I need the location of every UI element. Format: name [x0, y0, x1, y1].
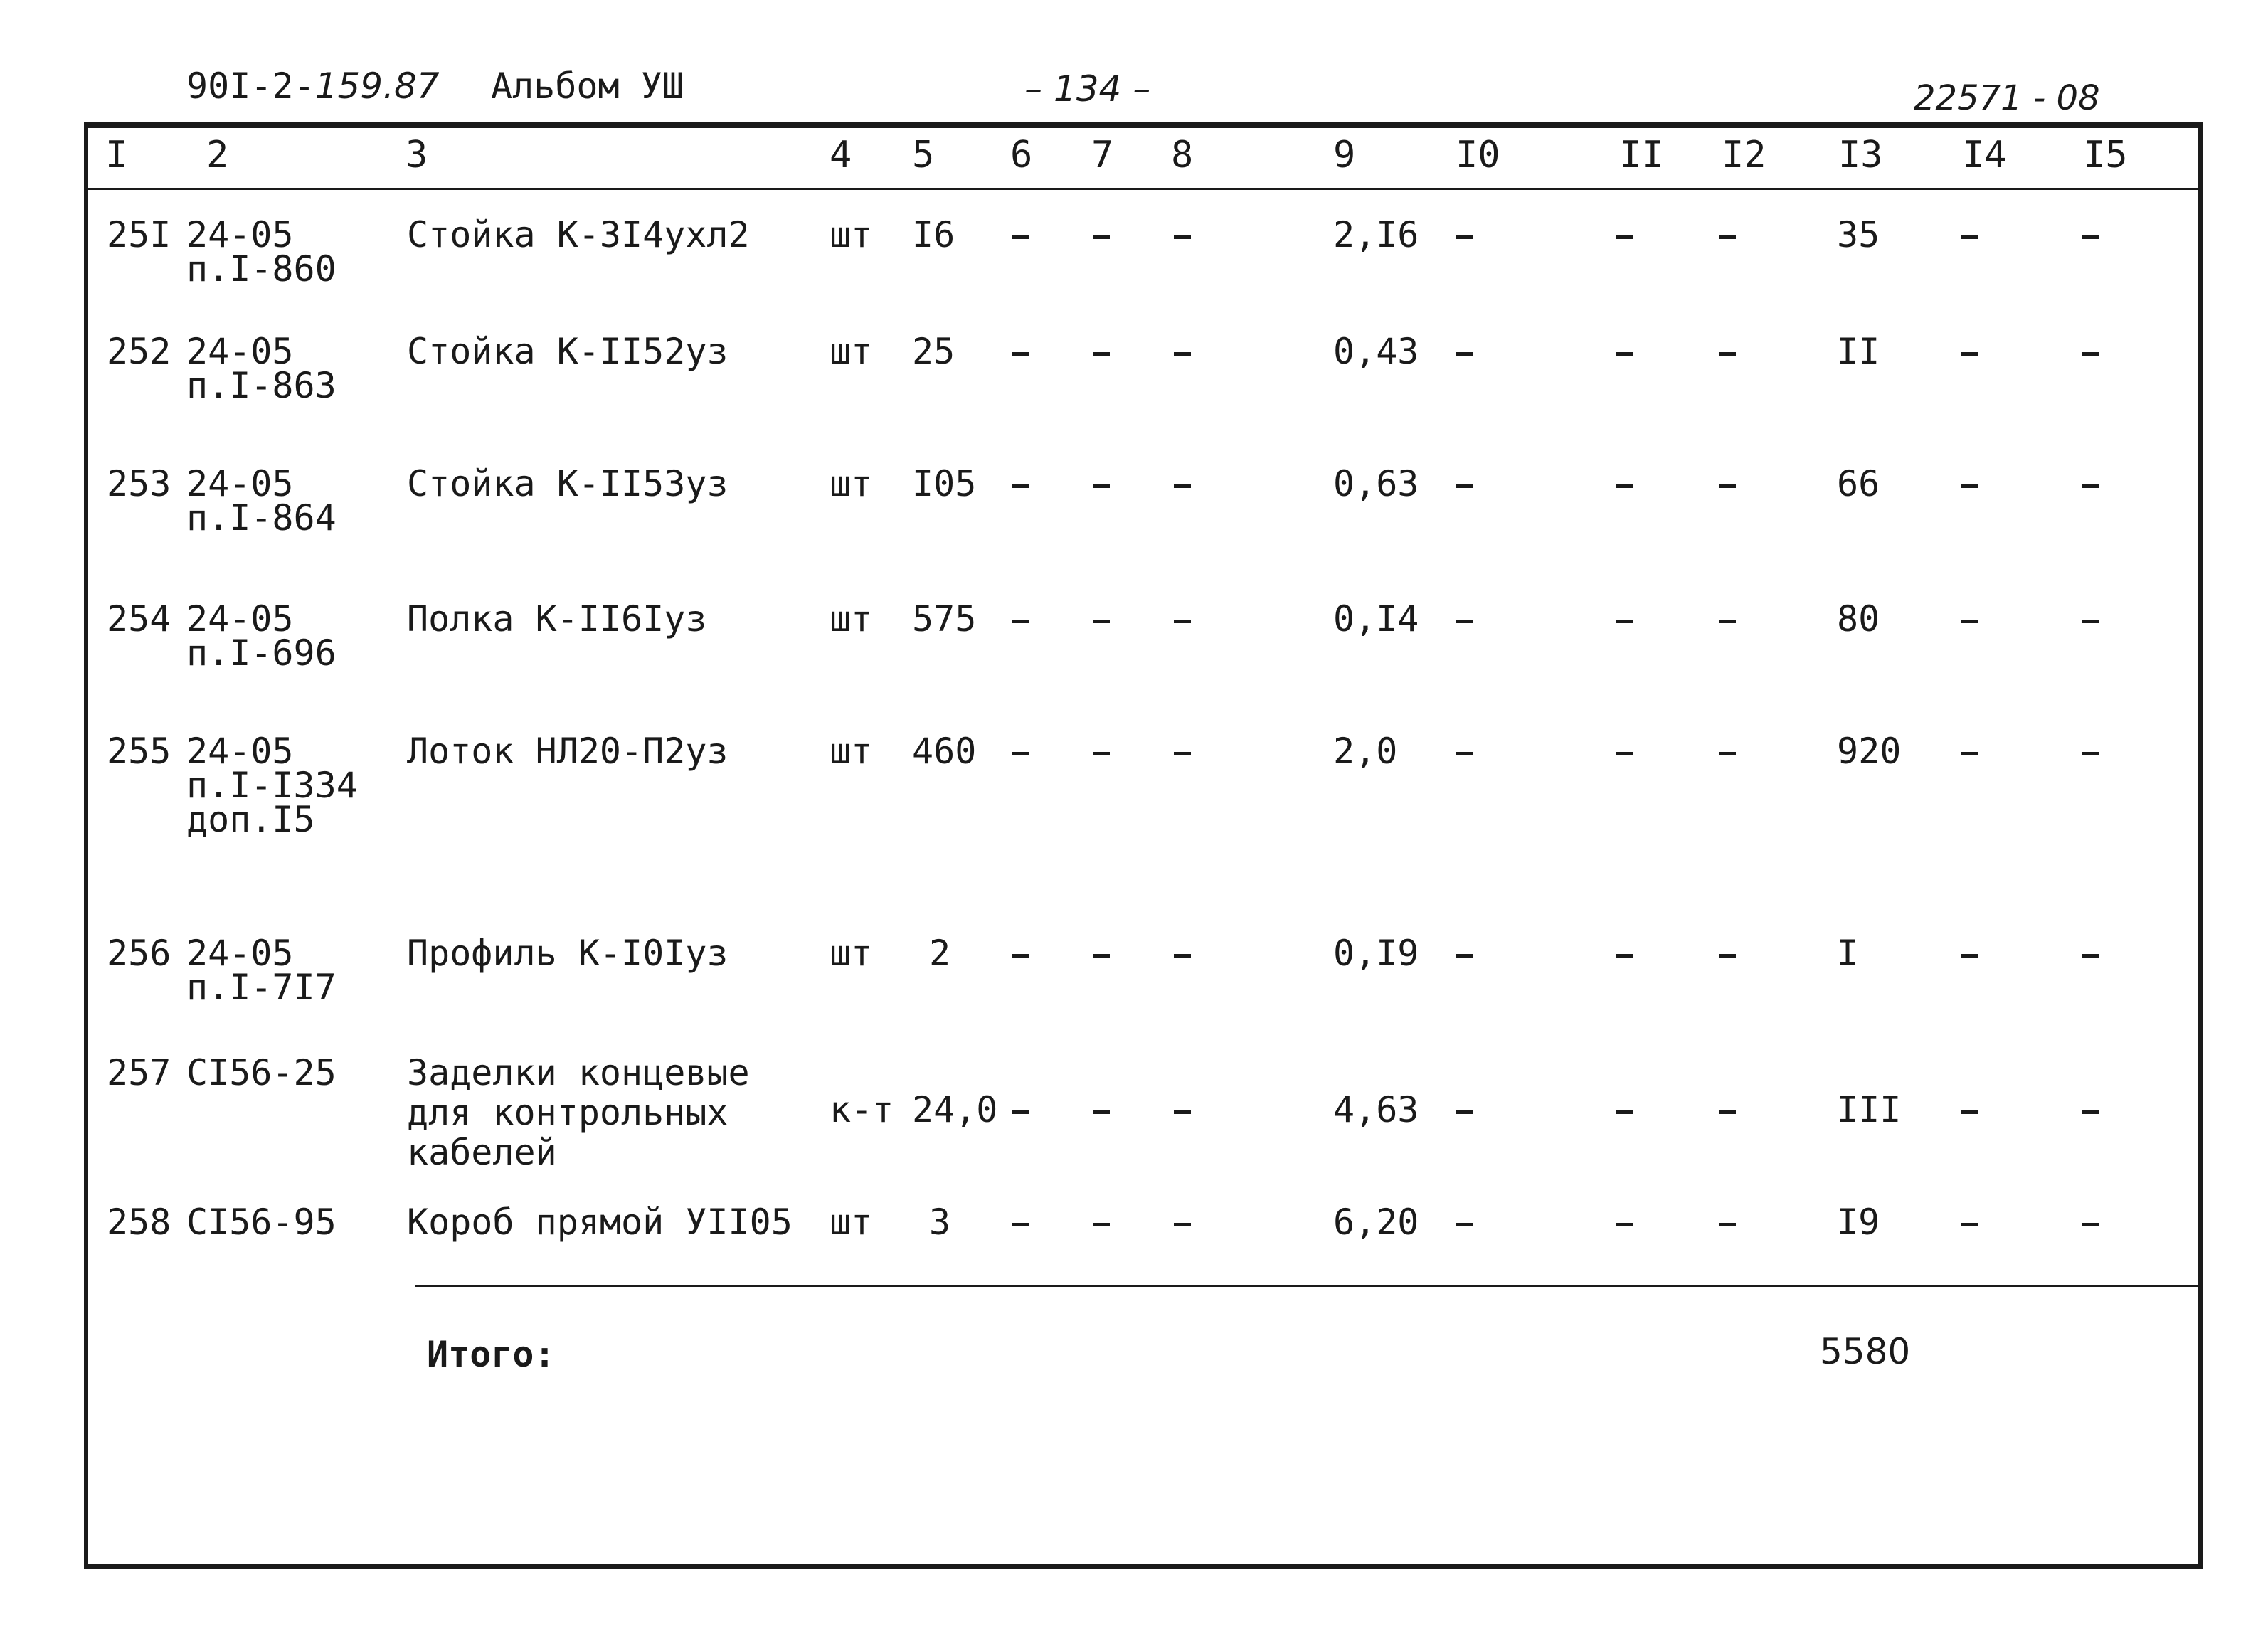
column-header-7: 7	[1091, 134, 1114, 176]
row-col6-dash	[1012, 1205, 1029, 1239]
row-col11-dash	[1616, 467, 1633, 501]
dash-mark	[1961, 1223, 1978, 1226]
row-unit: шт	[830, 598, 873, 640]
dash-mark	[1012, 954, 1029, 958]
total-separator	[415, 1285, 2201, 1287]
column-header-13: I3	[1838, 134, 1883, 176]
dash-mark	[2082, 620, 2099, 623]
document-code-typed: 90I-2-	[186, 65, 315, 107]
dash-mark	[1093, 1223, 1110, 1226]
dash-mark	[2082, 954, 2099, 958]
dash-mark	[1093, 352, 1110, 356]
column-header-6: 6	[1010, 134, 1033, 176]
row-col10-dash	[1456, 1205, 1473, 1239]
row-col10-dash	[1456, 734, 1473, 768]
row-reference-line: CI56-95	[186, 1202, 337, 1243]
dash-mark	[1174, 235, 1191, 239]
row-col11-dash	[1616, 1205, 1633, 1239]
row-col10-dash	[1456, 467, 1473, 501]
row-col13-value: 80	[1837, 598, 1880, 640]
row-mass: 0,63	[1333, 463, 1419, 504]
row-col6-dash	[1012, 936, 1029, 970]
total-label: Итого:	[427, 1334, 556, 1375]
row-col15-dash	[2082, 334, 2099, 368]
row-reference-line: CI56-25	[186, 1052, 337, 1093]
row-mass: 0,43	[1333, 331, 1419, 372]
column-header-2: 2	[206, 134, 229, 176]
row-number: 254	[107, 598, 171, 640]
column-header-3: 3	[406, 134, 428, 176]
dash-mark	[1012, 235, 1029, 239]
dash-mark	[1616, 954, 1633, 958]
row-quantity: 2	[929, 933, 951, 974]
row-reference-line: 24-05	[186, 933, 294, 974]
table-bottom-border	[84, 1564, 2203, 1569]
row-mass: 4,63	[1333, 1089, 1419, 1130]
dash-mark	[1616, 752, 1633, 755]
row-reference-line: 24-05	[186, 463, 294, 504]
row-col12-dash	[1719, 218, 1736, 252]
row-col8-dash	[1174, 334, 1191, 368]
column-header-5: 5	[912, 134, 935, 176]
dash-mark	[1961, 954, 1978, 958]
dash-mark	[1719, 484, 1736, 488]
row-col8-dash	[1174, 1205, 1191, 1239]
album-label: Альбом УШ	[491, 65, 684, 107]
dash-mark	[1174, 352, 1191, 356]
table-top-border	[84, 122, 2203, 128]
row-col7-dash	[1093, 602, 1110, 636]
row-col7-dash	[1093, 1093, 1110, 1127]
row-col12-dash	[1719, 334, 1736, 368]
row-unit: шт	[830, 933, 873, 974]
dash-mark	[1719, 1110, 1736, 1114]
row-col14-dash	[1961, 734, 1978, 768]
dash-mark	[1093, 954, 1110, 958]
row-number: 258	[107, 1202, 171, 1243]
row-col11-dash	[1616, 1093, 1633, 1127]
column-header-4: 4	[830, 134, 852, 176]
row-col12-dash	[1719, 1093, 1736, 1127]
total-value: 5580	[1820, 1331, 1911, 1372]
dash-mark	[2082, 1223, 2099, 1226]
dash-mark	[1456, 235, 1473, 239]
dash-mark	[1093, 752, 1110, 755]
row-quantity: 575	[912, 598, 977, 640]
row-col14-dash	[1961, 1205, 1978, 1239]
row-item-name-line: Заделки концевые	[407, 1052, 750, 1093]
row-col6-dash	[1012, 334, 1029, 368]
row-col11-dash	[1616, 334, 1633, 368]
row-item-name-line: Полка К-II6Iуз	[407, 598, 707, 640]
dash-mark	[1456, 620, 1473, 623]
row-reference-line: п.I-696	[186, 632, 337, 674]
row-col11-dash	[1616, 218, 1633, 252]
dash-mark	[1174, 1223, 1191, 1226]
row-col8-dash	[1174, 218, 1191, 252]
dash-mark	[1012, 1223, 1029, 1226]
row-number: 25I	[107, 214, 171, 255]
row-mass: 2,0	[1333, 731, 1398, 772]
dash-mark	[1093, 620, 1110, 623]
dash-mark	[1093, 1110, 1110, 1114]
column-header-12: I2	[1722, 134, 1766, 176]
row-col10-dash	[1456, 602, 1473, 636]
row-number: 256	[107, 933, 171, 974]
dash-mark	[2082, 352, 2099, 356]
row-quantity: 24,0	[912, 1089, 998, 1130]
column-header-11: II	[1619, 134, 1664, 176]
dash-mark	[2082, 484, 2099, 488]
dash-mark	[1719, 954, 1736, 958]
row-col15-dash	[2082, 936, 2099, 970]
dash-mark	[1616, 1223, 1633, 1226]
row-col12-dash	[1719, 734, 1736, 768]
row-col13-value: II	[1837, 331, 1880, 372]
row-reference-line: п.I-864	[186, 497, 337, 539]
row-col13-value: I	[1837, 933, 1859, 974]
row-col11-dash	[1616, 936, 1633, 970]
column-header-10: I0	[1456, 134, 1500, 176]
row-reference-line: 24-05	[186, 598, 294, 640]
row-mass: 0,I9	[1333, 933, 1419, 974]
dash-mark	[2082, 1110, 2099, 1114]
row-quantity: 460	[912, 731, 977, 772]
row-reference-line: п.I-863	[186, 365, 337, 406]
dash-mark	[1456, 1110, 1473, 1114]
row-col10-dash	[1456, 1093, 1473, 1127]
row-col7-dash	[1093, 1205, 1110, 1239]
row-col15-dash	[2082, 1093, 2099, 1127]
dash-mark	[1012, 352, 1029, 356]
row-col7-dash	[1093, 334, 1110, 368]
table-right-border	[2198, 122, 2203, 1569]
row-col6-dash	[1012, 1093, 1029, 1127]
row-col8-dash	[1174, 1093, 1191, 1127]
row-col7-dash	[1093, 936, 1110, 970]
row-unit: шт	[830, 331, 873, 372]
row-col14-dash	[1961, 334, 1978, 368]
row-mass: 0,I4	[1333, 598, 1419, 640]
dash-mark	[1012, 484, 1029, 488]
dash-mark	[1961, 620, 1978, 623]
row-reference-line: 24-05	[186, 731, 294, 772]
dash-mark	[1616, 352, 1633, 356]
row-col14-dash	[1961, 936, 1978, 970]
dash-mark	[1719, 752, 1736, 755]
inventory-number: 22571 - 08	[1914, 78, 2100, 118]
row-col12-dash	[1719, 936, 1736, 970]
row-col6-dash	[1012, 734, 1029, 768]
dash-mark	[1174, 752, 1191, 755]
row-number: 257	[107, 1052, 171, 1093]
dash-mark	[1719, 1223, 1736, 1226]
row-col14-dash	[1961, 1093, 1978, 1127]
dash-mark	[1174, 620, 1191, 623]
dash-mark	[2082, 752, 2099, 755]
row-col11-dash	[1616, 602, 1633, 636]
row-col6-dash	[1012, 218, 1029, 252]
row-mass: 6,20	[1333, 1202, 1419, 1243]
document-code-handwritten: 159.87	[314, 65, 440, 107]
column-header-8: 8	[1171, 134, 1194, 176]
row-col15-dash	[2082, 734, 2099, 768]
row-unit: шт	[830, 214, 873, 255]
dash-mark	[1456, 752, 1473, 755]
row-item-name-line: для контрольных	[407, 1092, 728, 1133]
row-mass: 2,I6	[1333, 214, 1419, 255]
row-col13-value: I9	[1837, 1202, 1880, 1243]
dash-mark	[1616, 1110, 1633, 1114]
row-col8-dash	[1174, 936, 1191, 970]
row-item-name-line: Короб прямой УII05	[407, 1202, 793, 1243]
row-col7-dash	[1093, 734, 1110, 768]
dash-mark	[1093, 484, 1110, 488]
row-item-name-line: кабелей	[407, 1132, 557, 1173]
page-number: – 134 –	[1024, 68, 1151, 110]
dash-mark	[1456, 954, 1473, 958]
row-col7-dash	[1093, 218, 1110, 252]
row-item-name-line: Профиль К-I0Iуз	[407, 933, 728, 974]
row-reference-line: доп.I5	[186, 799, 315, 840]
dash-mark	[1616, 484, 1633, 488]
row-quantity: I6	[912, 214, 955, 255]
dash-mark	[1012, 752, 1029, 755]
row-col10-dash	[1456, 936, 1473, 970]
dash-mark	[1961, 235, 1978, 239]
row-number: 253	[107, 463, 171, 504]
row-item-name-line: Стойка К-3I4ухл2	[407, 214, 750, 255]
row-col14-dash	[1961, 602, 1978, 636]
dash-mark	[1093, 235, 1110, 239]
dash-mark	[1174, 1110, 1191, 1114]
dash-mark	[1719, 620, 1736, 623]
row-unit: шт	[830, 1202, 873, 1243]
row-col15-dash	[2082, 1205, 2099, 1239]
row-col15-dash	[2082, 467, 2099, 501]
header-separator	[84, 188, 2203, 190]
dash-mark	[1616, 620, 1633, 623]
row-col12-dash	[1719, 1205, 1736, 1239]
row-reference-line: 24-05	[186, 214, 294, 255]
row-col13-value: 920	[1837, 731, 1902, 772]
dash-mark	[1719, 352, 1736, 356]
row-quantity: I05	[912, 463, 977, 504]
row-number: 255	[107, 731, 171, 772]
row-quantity: 3	[929, 1202, 951, 1243]
row-unit: шт	[830, 463, 873, 504]
row-col8-dash	[1174, 602, 1191, 636]
row-item-name-line: Лоток НЛ20-П2уз	[407, 731, 728, 772]
row-number: 252	[107, 331, 171, 372]
row-reference-line: 24-05	[186, 331, 294, 372]
row-col15-dash	[2082, 218, 2099, 252]
column-header-1: I	[105, 134, 128, 176]
row-col6-dash	[1012, 602, 1029, 636]
row-col13-value: III	[1837, 1089, 1902, 1130]
dash-mark	[1456, 1223, 1473, 1226]
row-col7-dash	[1093, 467, 1110, 501]
row-item-name-line: Стойка К-II53уз	[407, 463, 728, 504]
row-col12-dash	[1719, 602, 1736, 636]
row-col8-dash	[1174, 734, 1191, 768]
row-reference-line: п.I-860	[186, 248, 337, 290]
column-header-14: I4	[1962, 134, 2007, 176]
row-col12-dash	[1719, 467, 1736, 501]
row-col14-dash	[1961, 218, 1978, 252]
row-col11-dash	[1616, 734, 1633, 768]
row-col14-dash	[1961, 467, 1978, 501]
dash-mark	[1456, 484, 1473, 488]
column-header-9: 9	[1333, 134, 1356, 176]
row-col6-dash	[1012, 467, 1029, 501]
row-reference-line: п.I-I334	[186, 765, 358, 806]
column-header-15: I5	[2083, 134, 2128, 176]
row-col10-dash	[1456, 218, 1473, 252]
row-col10-dash	[1456, 334, 1473, 368]
dash-mark	[1174, 954, 1191, 958]
row-reference-line: п.I-7I7	[186, 967, 337, 1008]
dash-mark	[1719, 235, 1736, 239]
dash-mark	[1961, 752, 1978, 755]
table-left-border	[84, 122, 88, 1569]
row-col13-value: 66	[1837, 463, 1880, 504]
row-item-name-line: Стойка К-II52уз	[407, 331, 728, 372]
row-unit: к-т	[830, 1089, 894, 1130]
dash-mark	[1961, 484, 1978, 488]
row-col15-dash	[2082, 602, 2099, 636]
dash-mark	[1012, 620, 1029, 623]
dash-mark	[1174, 484, 1191, 488]
dash-mark	[1012, 1110, 1029, 1114]
dash-mark	[1456, 352, 1473, 356]
dash-mark	[1961, 352, 1978, 356]
row-col13-value: 35	[1837, 214, 1880, 255]
row-unit: шт	[830, 731, 873, 772]
document-code	[186, 65, 440, 107]
row-quantity: 25	[912, 331, 955, 372]
row-col8-dash	[1174, 467, 1191, 501]
dash-mark	[2082, 235, 2099, 239]
dash-mark	[1961, 1110, 1978, 1114]
dash-mark	[1616, 235, 1633, 239]
